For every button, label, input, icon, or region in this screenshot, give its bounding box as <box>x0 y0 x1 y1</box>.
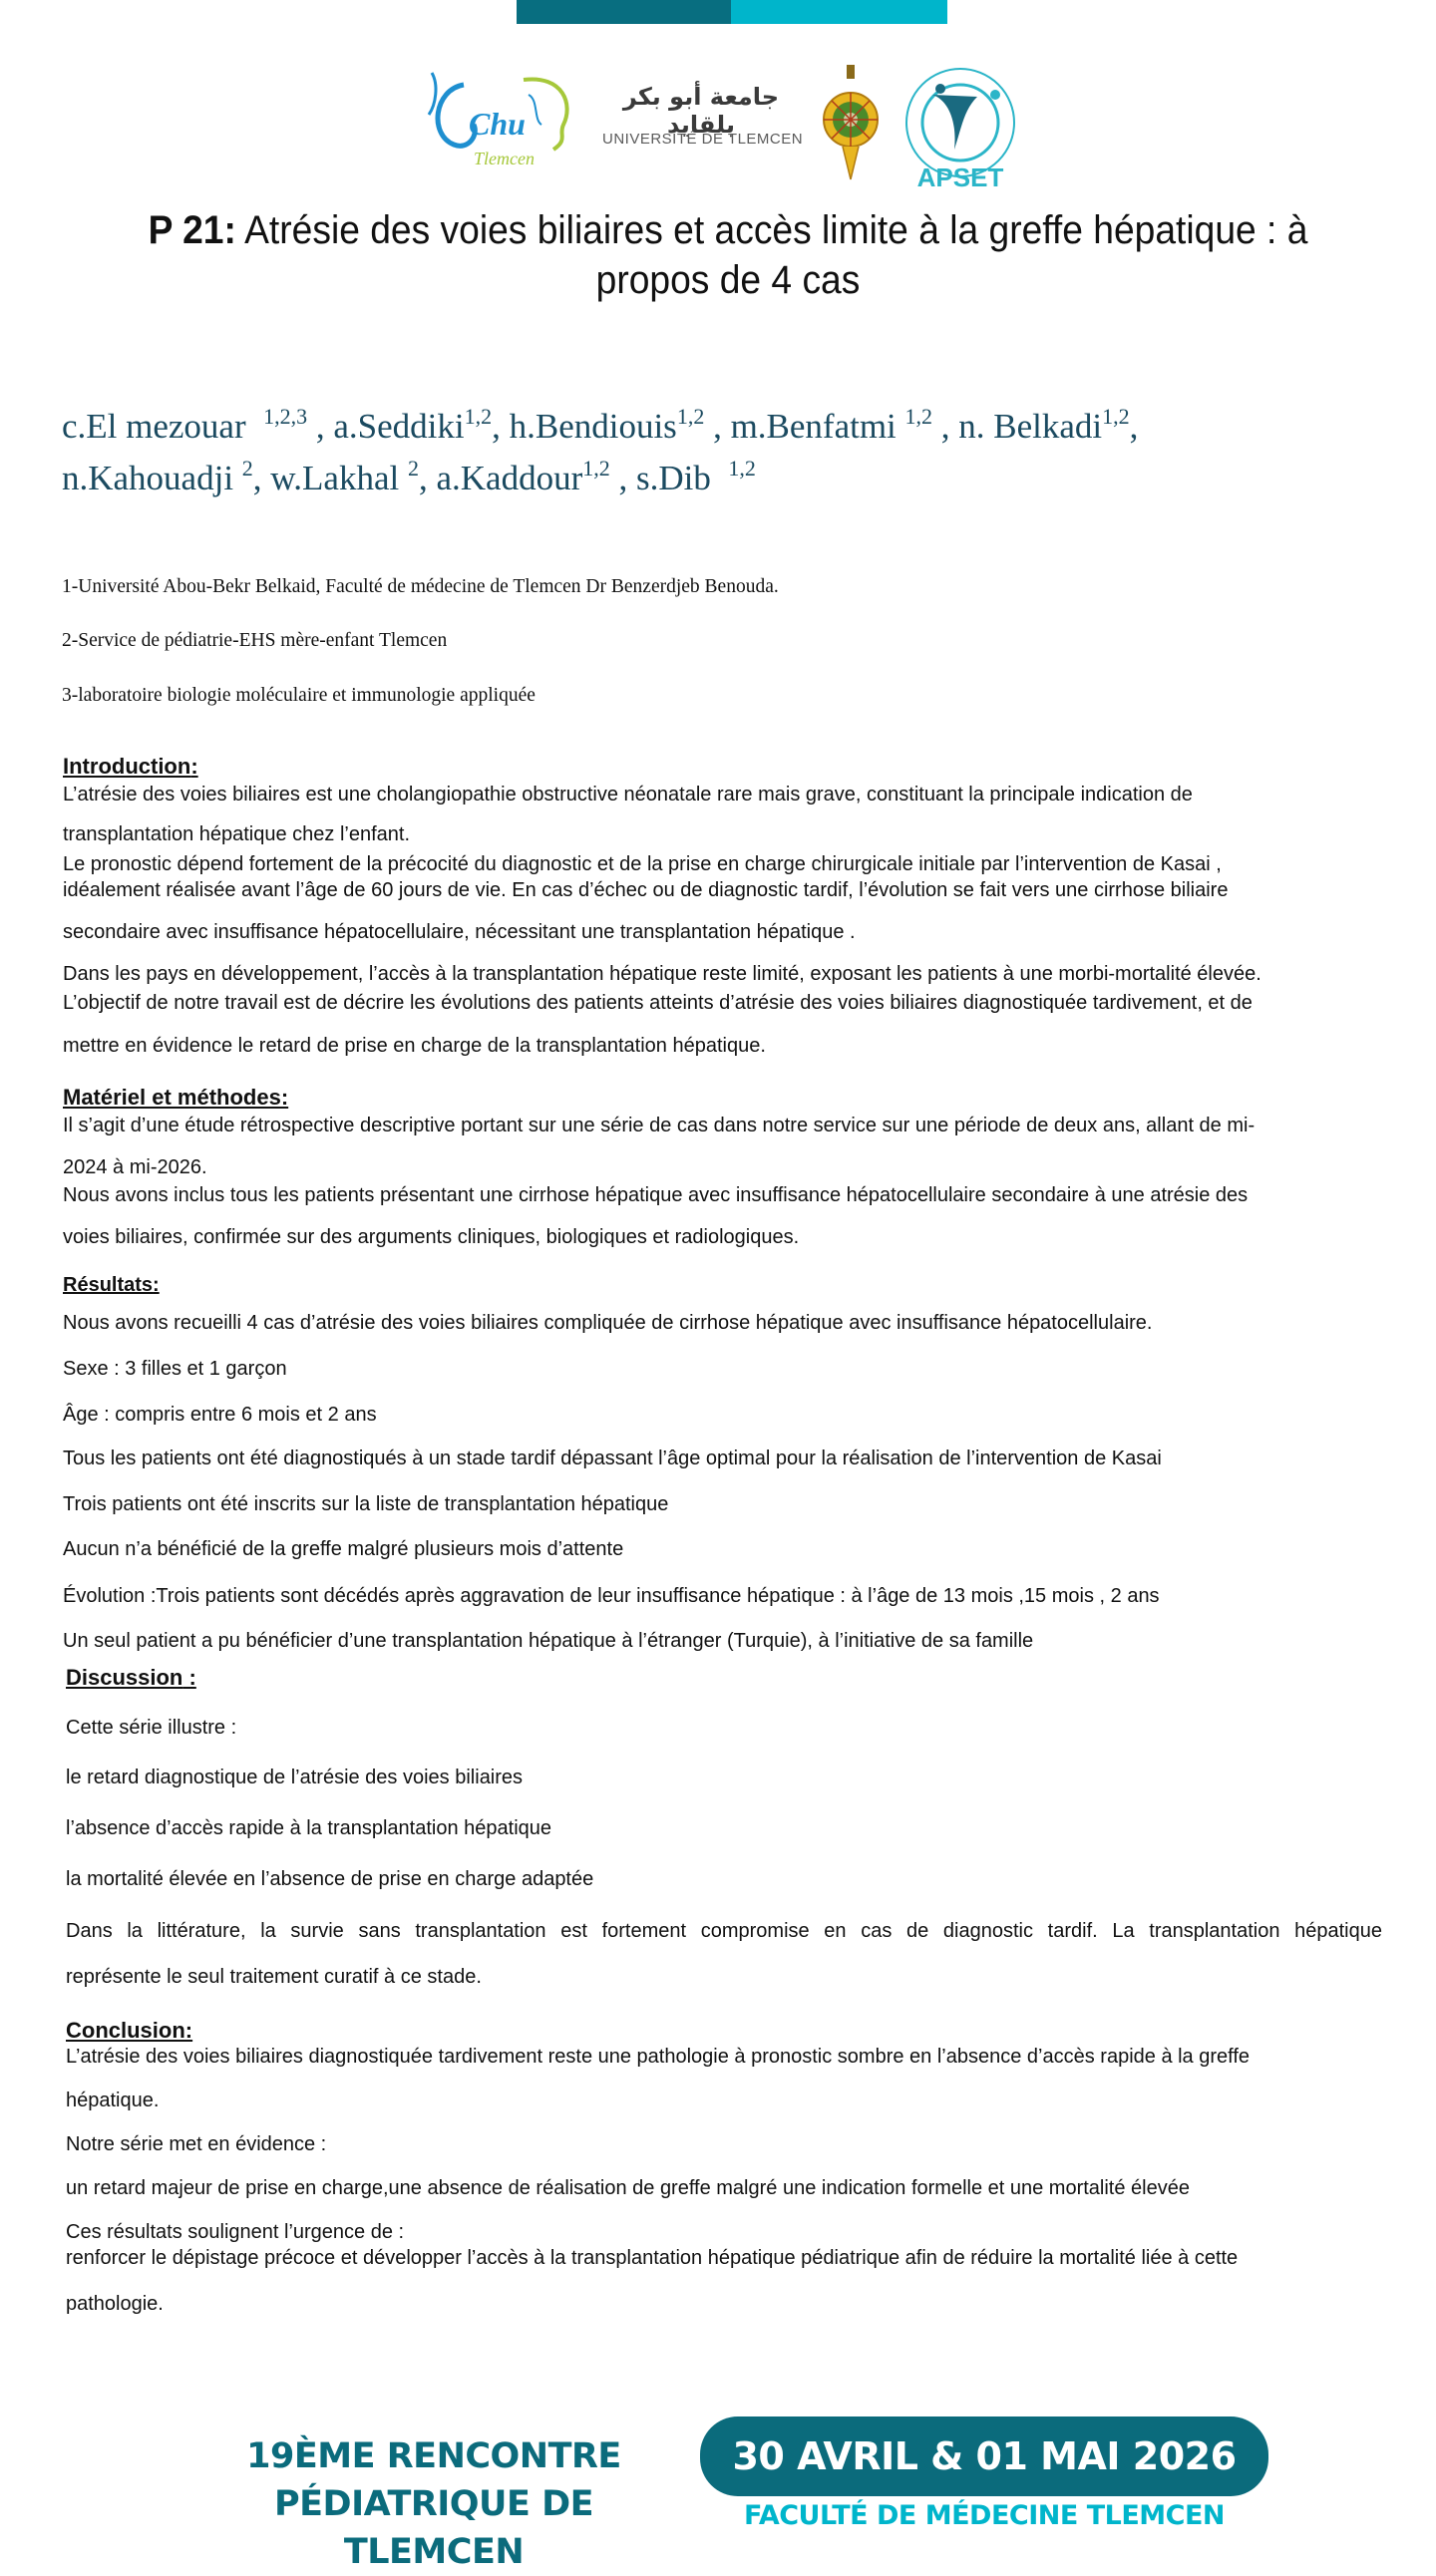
discussion-line: l’absence d’accès rapide à la transplantation hépatique <box>66 1817 552 1839</box>
author: w.Lakhal $^2$ <box>270 456 419 497</box>
chu-logo-text: Chu <box>469 106 526 142</box>
introduction-line: L’atrésie des voies biliaires est une cholangiopathie obstructive néonatale rare mais grave, constituant la principale indication de <box>63 784 1193 805</box>
event-name-line-2: PÉDIATRIQUE DE TLEMCEN <box>273 2484 594 2572</box>
event-dates-badge <box>700 2416 1268 2496</box>
event-dates: 30 AVRIL & 01 MAI 2026 <box>732 2434 1237 2478</box>
top-bar-dark-segment <box>517 0 731 24</box>
methods-heading: Matériel et méthodes: <box>63 1085 289 1110</box>
chu-logo-icon <box>424 65 573 174</box>
results-line: Nous avons recueilli 4 cas d’atrésie des voies biliaires compliquée de cirrhose hépatique avec insuffisance hépatocellulaire. <box>63 1312 1153 1334</box>
author: n.Kahouadji $^2$ <box>62 456 253 497</box>
conclusion-line: Ces résultats soulignent l’urgence de : <box>66 2221 405 2243</box>
apset-logo-icon <box>893 65 1032 194</box>
results-line: Trois patients ont été inscrits sur la liste de transplantation hépatique <box>63 1493 669 1515</box>
conclusion-heading: Conclusion: <box>66 2018 193 2043</box>
methods-line: Nous avons inclus tous les patients présentant une cirrhose hépatique avec insuffisance hépatocellulaire secondaire à une atrésie des <box>63 1184 1249 1206</box>
title-line-2: propos de 4 cas <box>595 258 861 302</box>
conclusion-line: pathologie. <box>66 2293 164 2315</box>
apset-logo <box>893 65 1032 194</box>
affiliation-2: 2-Service de pédiatrie-EHS mère-enfant Tlemcen <box>62 630 448 651</box>
author: a.Seddiki$^{1,2}$ <box>333 404 493 446</box>
chu-logo-subtext: Tlemcen <box>474 149 535 168</box>
title-line-1: Atrésie des voies biliaires et accès limite à la greffe hépatique : à <box>235 208 1308 252</box>
methods-line: voies biliaires, confirmée sur des arguments cliniques, biologiques et radiologiques. <box>63 1226 800 1248</box>
introduction-line: secondaire avec insuffisance hépatocellulaire, nécessitant une transplantation hépatique . <box>63 921 856 943</box>
university-name-arabic: جامعة أبو بكر بلقايد <box>622 83 780 139</box>
poster-title <box>107 205 1349 305</box>
introduction-line: mettre en évidence le retard de prise en charge de la transplantation hépatique. <box>63 1035 766 1057</box>
results-line: Tous les patients ont été diagnostiqués à un stade tardif dépassant l’âge optimal pour la réalisation de l’intervention de Kasai <box>63 1448 1162 1469</box>
introduction-line: idéalement réalisée avant l’âge de 60 jours de vie. En cas d’échec ou de diagnostic tardif, l’évolution se fait vers une cirrhose biliaire <box>63 879 1229 901</box>
results-line: Aucun n’a bénéficié de la greffe malgré plusieurs mois d’attente <box>63 1538 624 1560</box>
event-name-line-1: 19ÈME RENCONTRE <box>246 2436 621 2476</box>
methods-line: 2024 à mi-2026. <box>63 1156 207 1178</box>
introduction-line: L’objectif de notre travail est de décrire les évolutions des patients atteints d’atrésie des voies biliaires diagnostiquée tardivement, et de <box>63 992 1253 1014</box>
university-emblem-icon <box>821 65 881 184</box>
discussion-heading: Discussion : <box>66 1665 196 1690</box>
introduction-line: Dans les pays en développement, l’accès à la transplantation hépatique reste limité, exposant les patients à une morbi-mortalité élevée. <box>63 963 1261 985</box>
conclusion-line: un retard majeur de prise en charge,une absence de réalisation de greffe malgré une indication formelle et une mortalité élevée <box>66 2177 1190 2199</box>
author: h.Bendiouis$^{1,2}$ <box>509 404 705 446</box>
author-list: c.El mezouar $^{1,2,3}$ , a.Seddiki$^{1,2}$, h.Bendiouis$^{1,2}$ , m.Benfatmi $^{1,2}$ , n. Belkadi$^{1,2}$, n.Kahouadji $^2$, w.Lakhal $^2$, a.Kaddour$^{1,2}$ , s.Dib $^{1,2}$ <box>62 404 1139 497</box>
apset-logo-text: APSET <box>916 162 1004 192</box>
event-venue: FACULTÉ DE MÉDECINE TLEMCEN <box>744 2500 1225 2531</box>
affiliation-3: 3-laboratoire biologie moléculaire et immunologie appliquée <box>62 685 536 706</box>
results-line: Sexe : 3 filles et 1 garçon <box>63 1358 287 1380</box>
introduction-heading: Introduction: <box>63 754 198 779</box>
top-bar-light-segment <box>731 0 947 24</box>
results-heading: Résultats: <box>63 1274 160 1296</box>
discussion-line: le retard diagnostique de l’atrésie des voies biliaires <box>66 1767 524 1788</box>
affiliation-1: 1-Université Abou-Bekr Belkaid, Faculté de médecine de Tlemcen Dr Benzerdjeb Benouda. <box>62 576 779 597</box>
event-name <box>180 2432 688 2576</box>
author: n. Belkadi$^{1,2}$ <box>958 404 1130 446</box>
author: a.Kaddour$^{1,2}$ <box>436 456 610 497</box>
results-line: Âge : compris entre 6 mois et 2 ans <box>63 1404 377 1426</box>
top-color-bar <box>517 0 947 24</box>
discussion-line: représente le seul traitement curatif à ce stade. <box>66 1966 482 1988</box>
conclusion-line: L’atrésie des voies biliaires diagnostiquée tardivement reste une pathologie à pronostic sombre en l’absence d’accès rapide à la greffe <box>66 2046 1251 2068</box>
conclusion-line: renforcer le dépistage précoce et développer l’accès à la transplantation hépatique pédiatrique afin de réduire la mortalité liée à cette <box>66 2247 1239 2269</box>
discussion-line: Cette série illustre : <box>66 1717 237 1739</box>
methods-line: Il s’agit d’une étude rétrospective descriptive portant sur une série de cas dans notre service sur une période de deux ans, allant de mi- <box>63 1115 1256 1136</box>
chu-tlemcen-logo <box>424 65 573 174</box>
author: s.Dib $^{1,2}$ <box>636 456 756 497</box>
author: m.Benfatmi $^{1,2}$ <box>730 404 933 446</box>
results-line: Évolution :Trois patients sont décédés après aggravation de leur insuffisance hépatique : à l’âge de 13 mois ,15 mois , 2 ans <box>63 1585 1160 1607</box>
university-tlemcen-logo <box>596 65 886 184</box>
author: c.El mezouar $^{1,2,3}$ <box>62 404 308 446</box>
university-name-latin: UNIVERSITÉ DE TLEMCEN <box>602 131 804 148</box>
discussion-line: la mortalité élevée en l’absence de prise en charge adaptée <box>66 1868 594 1890</box>
conclusion-line: Notre série met en évidence : <box>66 2133 327 2155</box>
introduction-line: Le pronostic dépend fortement de la précocité du diagnostic et de la prise en charge chirurgicale initiale par l’intervention de Kasai , <box>63 853 1222 875</box>
conclusion-line: hépatique. <box>66 2090 160 2111</box>
results-line: Un seul patient a pu bénéficier d’une transplantation hépatique à l’étranger (Turquie), à l’initiative de sa famille <box>63 1630 1034 1652</box>
poster-id: P 21: <box>148 208 236 252</box>
discussion-line: Dans la littérature, la survie sans transplantation est fortement compromise en cas de diagnostic tardif. La transplantation hépatique <box>66 1920 1382 1942</box>
introduction-line: transplantation hépatique chez l’enfant. <box>63 823 411 845</box>
